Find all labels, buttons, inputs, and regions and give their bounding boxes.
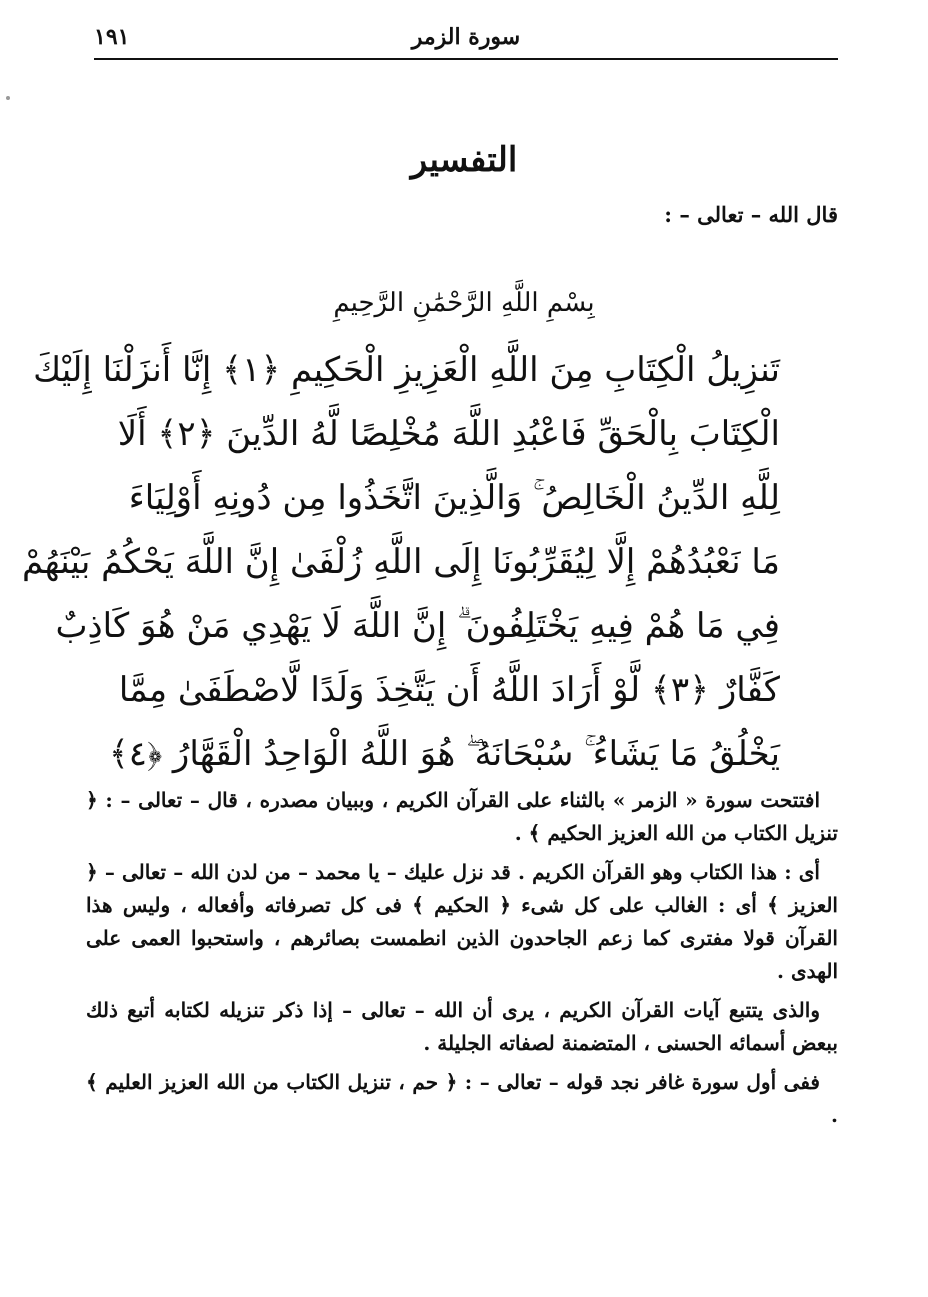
- intro-line: قال الله – تعالى – :: [664, 202, 838, 227]
- commentary-paragraph: والذى يتتبع آيات القرآن الكريم ، يرى أن الله – تعالى – إذا ذكر تنزيله لكتابه أتبع ذلك ببعض أسمائه الحسنى ، المتضمنة لصفاته الجليلة .: [86, 998, 838, 1055]
- verse-line: تَنزِيلُ الْكِتَابِ مِنَ اللَّهِ الْعَزِيزِ الْحَكِيمِ ﴿١﴾ إِنَّا أَنزَلْنَا إِلَيْكَ: [33, 350, 780, 390]
- verse-line: يَخْلُقُ مَا يَشَاءُ ۚ سُبْحَانَهُ ۖ هُوَ اللَّهُ الْوَاحِدُ الْقَهَّارُ ﴿٤﴾: [108, 734, 780, 774]
- verse-line: الْكِتَابَ بِالْحَقِّ فَاعْبُدِ اللَّهَ مُخْلِصًا لَّهُ الدِّينَ ﴿٢﴾ أَلَا: [117, 414, 780, 454]
- surah-name: سورة الزمر: [411, 24, 521, 50]
- commentary-paragraph: افتتحت سورة « الزمر » بالثناء على القرآن الكريم ، وببيان مصدره ، قال – تعالى – : ﴿ تنزيل الكتاب من الله العزيز الحكيم ﴾ .: [86, 788, 838, 845]
- commentary-paragraph: أى : هذا الكتاب وهو القرآن الكريم . قد نزل عليك – يا محمد – من لدن الله – تعالى – ﴿ العزيز ﴾ أى : الغالب على كل شىء ﴿ الحكيم ﴾ فى كل تصرفاته وأفعاله ، وليس هذا القرآن قولا مفترى كما زعم الجاحدون الذين انطمست بصائرهم ، واستحبوا العمى على الهدى .: [86, 860, 838, 983]
- quran-verses: [22, 338, 780, 786]
- commentary-text: [86, 784, 838, 1138]
- verse-line: لِلَّهِ الدِّينُ الْخَالِصُ ۚ وَالَّذِينَ اتَّخَذُوا مِن دُونِهِ أَوْلِيَاءَ: [128, 478, 780, 518]
- scan-speck: [6, 96, 10, 100]
- page-header: [94, 14, 838, 60]
- verse-line: فِي مَا هُمْ فِيهِ يَخْتَلِفُونَ ۗ إِنَّ اللَّهَ لَا يَهْدِي مَنْ هُوَ كَاذِبٌ: [55, 606, 780, 646]
- basmala: بِسْمِ اللَّهِ الرَّحْمَٰنِ الرَّحِيمِ: [333, 288, 595, 318]
- verse-line: مَا نَعْبُدُهُمْ إِلَّا لِيُقَرِّبُونَا إِلَى اللَّهِ زُلْفَىٰ إِنَّ اللَّهَ يَحْكُمُ بَيْنَهُمْ: [22, 542, 780, 582]
- page-number: ١٩١: [94, 24, 130, 50]
- verse-line: كَفَّارٌ ﴿٣﴾ لَّوْ أَرَادَ اللَّهُ أَن يَتَّخِذَ وَلَدًا لَّاصْطَفَىٰ مِمَّا: [118, 670, 780, 710]
- commentary-paragraph: ففى أول سورة غافر نجد قوله – تعالى – : ﴿ حم ، تنزيل الكتاب من الله العزيز العليم ﴾ .: [86, 1070, 838, 1127]
- section-title: التفسير: [410, 140, 518, 180]
